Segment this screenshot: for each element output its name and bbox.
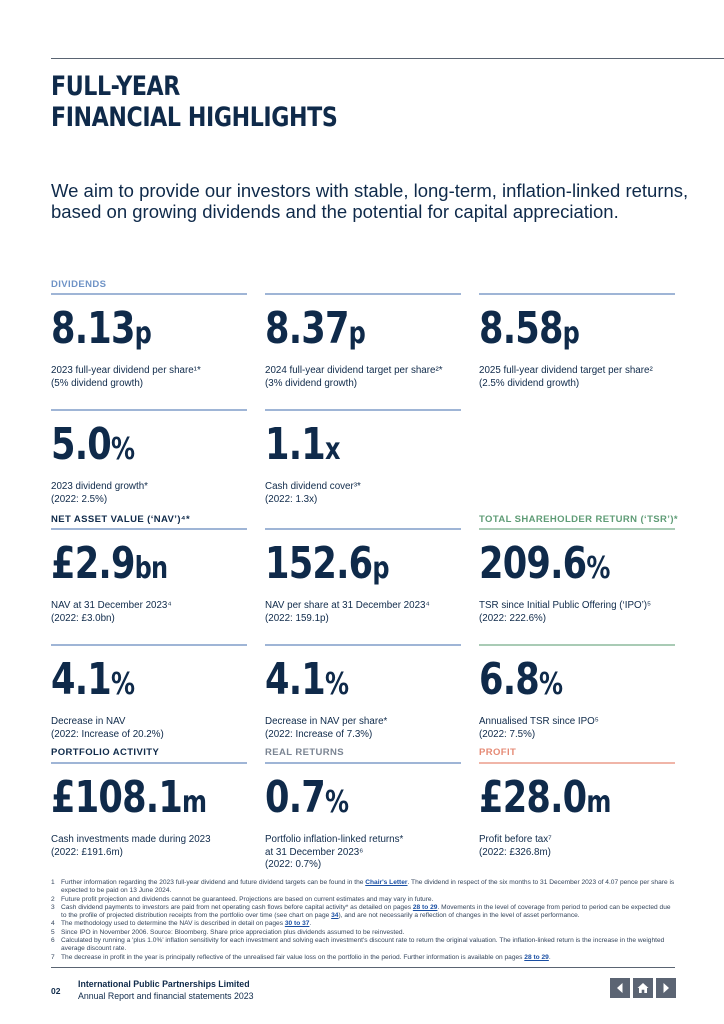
metric-nav-decrease: 4.1% Decrease in NAV (2022: Increase of 20.2%) <box>51 654 164 740</box>
divider <box>479 762 675 764</box>
footnote: 6 Calculated by running a 'plus 1.0%' inflation sensitivity for each investment and solving each investment's discount rate to return the original valuation. The inflation-linked return is the increase in the weighted average discount rate. <box>51 937 665 953</box>
metric-nav-total: £2.9bn NAV at 31 December 2023⁴ (2022: £3.0bn) <box>51 538 172 624</box>
footnote: 2 Future profit projection and dividends cannot be guaranteed. Projections are based on current estimates and may vary in future. <box>51 895 434 903</box>
metric-profit: £28.0m Profit before tax⁷ (2022: £326.8m) <box>479 772 611 858</box>
divider <box>265 528 461 530</box>
metric-tsr-annualised: 6.8% Annualised TSR since IPO⁵ (2022: 7.5%) <box>479 654 599 740</box>
arrow-left-icon <box>614 982 626 994</box>
footer-rule <box>51 967 675 968</box>
link-chairs-letter[interactable]: Chair's Letter <box>365 879 408 886</box>
section-tsr: TOTAL SHAREHOLDER RETURN (‘TSR’)* <box>479 514 678 525</box>
divider <box>479 293 675 295</box>
metric-dividend-growth: 5.0% 2023 dividend growth* (2022: 2.5%) <box>51 419 148 505</box>
divider <box>265 293 461 295</box>
title-line-2: FINANCIAL HIGHLIGHTS <box>51 102 338 133</box>
metric-dividend-2023: 8.13p 2023 full-year dividend per share¹* (5% dividend growth) <box>51 303 201 389</box>
metric-tsr-ipo: 209.6% TSR since Initial Public Offering (‘IPO’)⁵ (2022: 222.6%) <box>479 538 652 624</box>
divider <box>51 762 247 764</box>
link-pages-30-37[interactable]: 30 to 37 <box>284 920 310 928</box>
metric-dividend-2024: 8.37p 2024 full-year dividend target per share²* (3% dividend growth) <box>265 303 443 389</box>
footnote: 5 Since IPO in November 2006. Source: Bloomberg. Share price appreciation plus dividends assumed to be reinvested. <box>51 928 405 936</box>
metric-cash-investments: £108.1m Cash investments made during 2023 (2022: £191.6m) <box>51 772 211 858</box>
home-icon <box>637 982 649 994</box>
metric-nav-share-decrease: 4.1% Decrease in NAV per share* (2022: Increase of 7.3%) <box>265 654 388 740</box>
arrow-right-icon <box>660 982 672 994</box>
next-page-button[interactable] <box>656 978 676 998</box>
top-rule <box>51 58 724 59</box>
divider <box>51 409 247 411</box>
divider <box>479 528 675 530</box>
divider <box>51 528 247 530</box>
title-line-1: FULL-YEAR <box>51 71 180 102</box>
page-title <box>51 71 337 133</box>
metric-nav-per-share: 152.6p NAV per share at 31 December 2023⁴ (2022: 159.1p) <box>265 538 430 624</box>
intro-text: We aim to provide our investors with stable, long-term, inflation-linked returns, based on growing dividends and the potential for capital appreciation. <box>51 180 689 222</box>
metric-dividend-cover: 1.1x Cash dividend cover³* (2022: 1.3x) <box>265 419 361 505</box>
footnote: 3 Cash dividend payments to investors are paid from net operating cash flows before capital activity* as detailed on pages 28 to 29. Movements in the level of coverage from period to period can be expected due to the profile of projected distribution receipts from the portfolio over time (see chart on page 34), and are not necessarily a reflection of changes in the level of asset performance. <box>51 903 671 920</box>
section-profit: PROFIT <box>479 747 517 758</box>
footnote: 7 The decrease in profit in the year is principally reflective of the unrealised fair value loss on the portfolio in the period. Further information is available on pages 28 to 29. <box>51 953 551 961</box>
section-dividends: DIVIDENDS <box>51 279 107 290</box>
divider <box>51 644 247 646</box>
report-title: Annual Report and financial statements 2023 <box>78 991 254 1001</box>
section-nav: NET ASSET VALUE (‘NAV’)⁴* <box>51 514 191 525</box>
divider <box>265 644 461 646</box>
footnote: 4 The methodology used to determine the NAV is described in detail on pages 30 to 37. <box>51 920 312 928</box>
prev-page-button[interactable] <box>610 978 630 998</box>
section-portfolio-activity: PORTFOLIO ACTIVITY <box>51 747 160 758</box>
divider <box>265 409 461 411</box>
footnotes <box>51 879 676 962</box>
divider <box>51 293 247 295</box>
divider <box>479 644 675 646</box>
company-name: International Public Partnerships Limited <box>78 979 250 989</box>
metric-real-returns: 0.7% Portfolio inflation-linked returns* at 31 December 2023⁶ (2022: 0.7%) <box>265 772 404 870</box>
divider <box>265 762 461 764</box>
footnote: 1 Further information regarding the 2023 full-year dividend and future dividend targets can be found in the Chair's Letter. The dividend in respect of the six months to 31 December 2023 of 4.07 pence per share is expected to be paid on 13 June 2024. <box>51 879 675 895</box>
page-number: 02 <box>51 986 61 996</box>
link-pages-28-29-profit[interactable]: 28 to 29 <box>524 953 549 961</box>
metric-dividend-2025: 8.58p 2025 full-year dividend target per share² (2.5% dividend growth) <box>479 303 653 389</box>
section-real-returns: REAL RETURNS <box>265 747 345 758</box>
home-button[interactable] <box>633 978 653 998</box>
link-pages-28-29[interactable]: 28 to 29 <box>412 903 438 911</box>
link-page-34[interactable]: 34 <box>331 912 339 920</box>
